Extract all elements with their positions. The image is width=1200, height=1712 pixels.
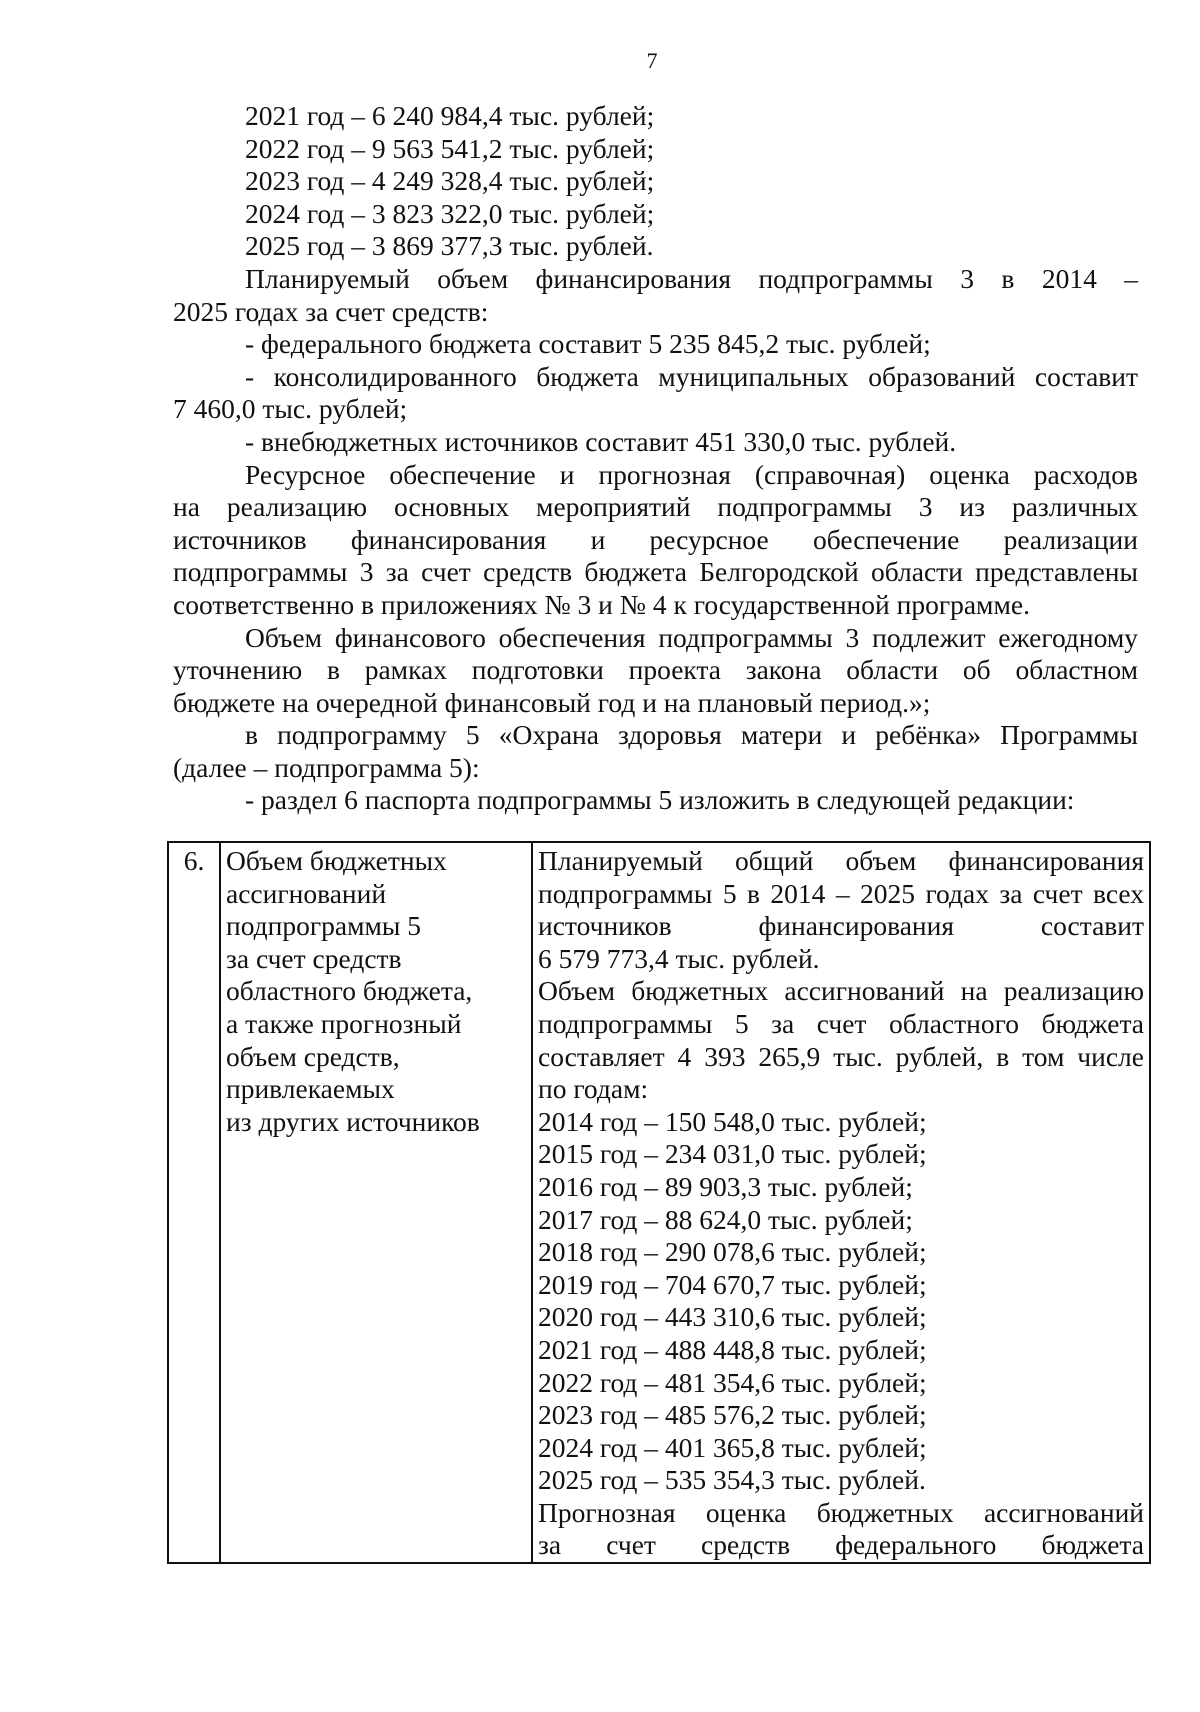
consolidated-budget-line-1: - консолидированного бюджета муниципальных образований составит [245,360,1138,392]
consolidated-budget-line-2: 7 460,0 тыс. рублей; [173,393,408,425]
content-line: 2018 год – 290 078,6 тыс. рублей; [538,1236,927,1268]
content-line: 2015 год – 234 031,0 тыс. рублей; [538,1138,927,1170]
resource-paragraph-line: Ресурсное обеспечение и прогнозная (справочная) оценка расходов [245,458,1138,490]
label-line: из других источников [226,1105,480,1137]
resource-paragraph-line: подпрограммы 3 за счет средств бюджета Белгородской области представлены [173,556,1138,588]
label-line: областного бюджета, [226,975,473,1007]
content-line: по годам: [538,1073,649,1105]
volume-paragraph-line: Объем финансового обеспечения подпрограммы 3 подлежит ежегодному [245,621,1138,653]
label-line: Объем бюджетных [226,845,447,876]
year-line: 2022 год – 9 563 541,2 тыс. рублей; [245,132,655,164]
content-line: 2017 год – 88 624,0 тыс. рублей; [538,1203,913,1235]
content-line: Планируемый общий объем финансирования [538,845,1144,876]
content-line: 2023 год – 485 576,2 тыс. рублей; [538,1399,927,1431]
offbudget-sources-line: - внебюджетных источников составит 451 330,0 тыс. рублей. [245,425,957,457]
content-line: подпрограммы 5 за счет областного бюджета [538,1007,1144,1039]
planned-financing-line-1: Планируемый объем финансирования подпрограммы 3 в 2014 – [245,262,1138,294]
content-line: за счет средств федерального бюджета [538,1529,1144,1561]
subprogram5-line-1: в подпрограмму 5 «Охрана здоровья матери и ребёнка» Программы [245,719,1138,751]
section6-intro-line: - раздел 6 паспорта подпрограммы 5 изложить в следующей редакции: [245,784,1075,816]
year-line: 2021 год – 6 240 984,4 тыс. рублей; [245,100,655,131]
year-line: 2025 год – 3 869 377,3 тыс. рублей. [245,230,654,262]
content-line: 2021 год – 488 448,8 тыс. рублей; [538,1333,927,1365]
resource-paragraph-line: источников финансирования и ресурсное обеспечение реализации [173,523,1138,555]
label-line: объем средств, [226,1040,400,1072]
content-line: источников финансирования составит [538,910,1144,942]
content-line: составляет 4 393 265,9 тыс. рублей, в том числе [538,1040,1144,1072]
content-line: 2025 год – 535 354,3 тыс. рублей. [538,1464,926,1496]
volume-paragraph-line: бюджете на очередной финансовый год и на плановый период.»; [173,686,931,718]
resource-paragraph-line: на реализацию основных мероприятий подпрограммы 3 из различных [173,491,1138,523]
passport-table [167,841,1151,1564]
row-number-cell [168,842,220,1563]
year-line: 2023 год – 4 249 328,4 тыс. рублей; [245,165,655,197]
label-cell [220,842,532,1563]
page-number: 7 [646,48,658,73]
content-line: 2014 год – 150 548,0 тыс. рублей; [538,1105,927,1137]
label-line: ассигнований [226,877,387,909]
row-number: 6. [183,845,205,876]
content-line: 2016 год – 89 903,3 тыс. рублей; [538,1170,913,1202]
content-line: 2019 год – 704 670,7 тыс. рублей; [538,1268,927,1300]
planned-financing-line-2: 2025 годах за счет средств: [173,295,489,327]
volume-paragraph-line: уточнению в рамках подготовки проекта закона области об областном [173,654,1138,686]
resource-paragraph-line: соответственно в приложениях № 3 и № 4 к государственной программе. [173,588,1030,620]
content-line: 2024 год – 401 365,8 тыс. рублей; [538,1431,927,1463]
content-line: 2022 год – 481 354,6 тыс. рублей; [538,1366,927,1398]
label-line: а также прогнозный [226,1007,462,1039]
content-line: подпрограммы 5 в 2014 – 2025 годах за счет всех [538,877,1144,909]
label-line: за счет средств [226,942,402,974]
content-line: Объем бюджетных ассигнований на реализацию [538,975,1144,1007]
content-line: 2020 год – 443 310,6 тыс. рублей; [538,1301,927,1333]
federal-budget-line: - федерального бюджета составит 5 235 845,2 тыс. рублей; [245,328,931,360]
document-body [173,100,1138,817]
content-cell [532,842,1150,1563]
subprogram5-line-2: (далее – подпрограмма 5): [173,751,480,783]
content-line: 6 579 773,4 тыс. рублей. [538,942,820,974]
year-line: 2024 год – 3 823 322,0 тыс. рублей; [245,197,655,229]
label-line: привлекаемых [226,1073,395,1105]
label-line: подпрограммы 5 [226,910,422,942]
content-line: Прогнозная оценка бюджетных ассигнований [538,1496,1144,1528]
table-row [168,842,1150,1563]
